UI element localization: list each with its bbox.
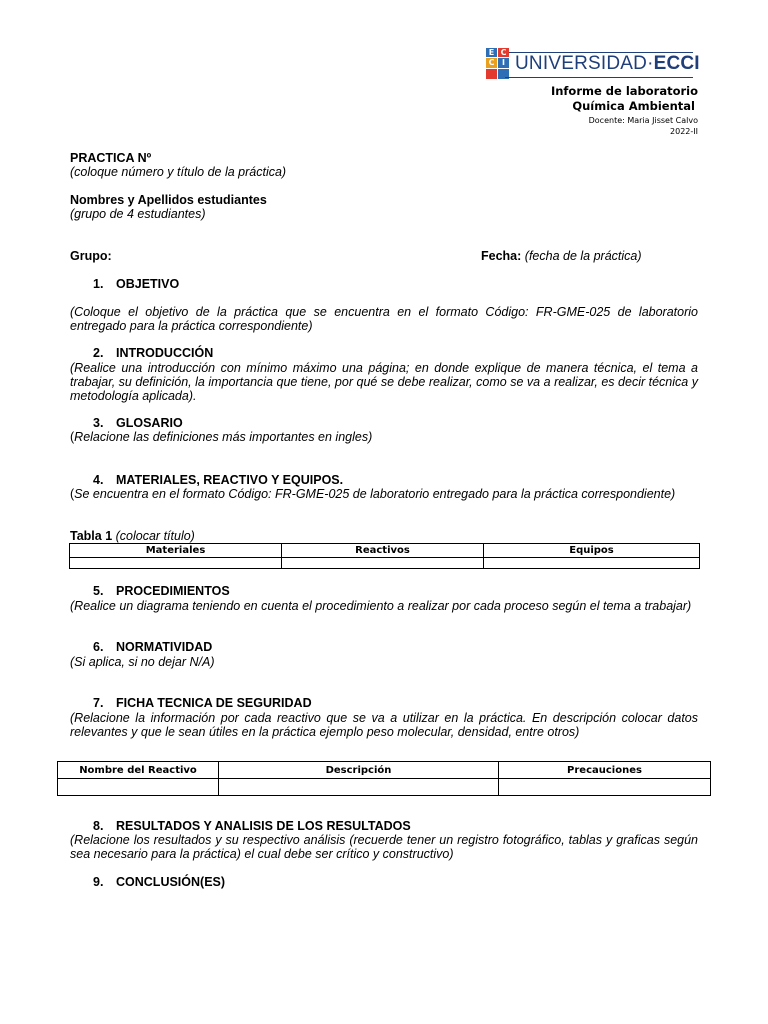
university-logo: [486, 47, 700, 79]
section-title: GLOSARIO: [116, 416, 183, 430]
report-title: Informe de laboratorio: [550, 84, 698, 98]
table-cell[interactable]: [58, 779, 219, 796]
date-label: Fecha:: [481, 249, 522, 263]
section-7-text: (Relacione la información por cada reactivo que se va a utilizar en la práctica. En descripción colocar datos relevantes y que le sean útiles en la práctica ejemplo peso molecular, densidad, entre otros): [70, 711, 698, 739]
safety-table: [57, 761, 711, 796]
section-7-heading: [93, 696, 312, 710]
students-label: Nombres y Apellidos estudiantes: [70, 193, 267, 207]
table-header-materials: Materiales: [70, 544, 282, 558]
materials-table: [69, 543, 700, 569]
table1-hint: (colocar título): [115, 529, 195, 543]
logo-letter-c1: C: [498, 48, 509, 57]
section-5-text: (Realice un diagrama teniendo en cuenta el procedimiento a realizar por cada proceso según el tema a trabajar): [70, 599, 692, 613]
section-number: 5.: [93, 584, 104, 598]
table-header-row: [70, 544, 700, 558]
table-header-equipment: Equipos: [484, 544, 700, 558]
section-number: 4.: [93, 473, 104, 487]
practice-label: PRACTICA Nº: [70, 151, 152, 165]
paren: (: [70, 487, 75, 501]
teacher-name: Docente: Maria Jisset Calvo: [588, 116, 698, 125]
table-row: [58, 779, 711, 796]
table-header-reagent-name: Nombre del Reactivo: [58, 762, 219, 779]
section-4-hint: Se encuentra en el formato Código: FR-GME-025 de laboratorio entregado para la práctica correspondiente): [74, 487, 676, 501]
section-4-text: [70, 487, 675, 501]
section-number: 2.: [93, 346, 104, 360]
paren: (: [70, 430, 75, 444]
logo-word-universidad: UNIVERSIDAD: [515, 52, 648, 74]
section-title: NORMATIVIDAD: [116, 640, 213, 654]
table-cell[interactable]: [219, 779, 499, 796]
section-title: INTRODUCCIÓN: [116, 346, 214, 360]
students-hint: (grupo de 4 estudiantes): [70, 207, 206, 221]
date-hint: (fecha de la práctica): [524, 249, 642, 263]
report-subject: Química Ambiental: [572, 99, 695, 113]
table-cell[interactable]: [484, 558, 700, 569]
section-4-heading: [93, 473, 343, 487]
logo-word-ecci: ECCI: [653, 52, 700, 74]
logo-dot: ·: [647, 52, 654, 74]
section-3-text: [70, 430, 372, 444]
logo-accent-1: [486, 69, 497, 79]
section-1-text: (Coloque el objetivo de la práctica que se encuentra en el formato Código: FR-GME-025 de laboratorio entregado para la práctica correspondiente): [70, 305, 698, 333]
section-3-hint: Relacione las definiciones más importantes en ingles): [74, 430, 373, 444]
section-title: MATERIALES, REACTIVO Y EQUIPOS.: [116, 473, 344, 487]
logo-mark: [486, 48, 509, 79]
section-6-text: (Si aplica, si no dejar N/A): [70, 655, 215, 669]
academic-period: 2022-II: [670, 127, 698, 136]
section-6-heading: [93, 640, 212, 654]
section-title: CONCLUSIÓN(ES): [116, 875, 226, 889]
section-2-text: (Realice una introducción con mínimo máximo una página; en donde explique de manera técnica, el tema a trabajar, su definición, la importancia que tiene, por qué se debe realizar, como se va a realizar, es decir técnica y metodología aplicada).: [70, 361, 698, 403]
section-5-heading: [93, 584, 230, 598]
section-9-heading: [93, 875, 225, 889]
section-8-text: (Relacione los resultados y su respectivo análisis (recuerde tener un registro fotográfico, tablas y graficas según sea necesario para la práctica) el cual debe ser crítico y constructivo): [70, 833, 698, 861]
section-number: 6.: [93, 640, 104, 654]
section-8-heading: [93, 819, 411, 833]
section-title: FICHA TECNICA DE SEGURIDAD: [116, 696, 312, 710]
table-cell[interactable]: [282, 558, 484, 569]
table-header-row: [58, 762, 711, 779]
section-title: OBJETIVO: [116, 277, 180, 291]
section-number: 8.: [93, 819, 104, 833]
logo-letter-c2: C: [486, 58, 497, 68]
section-1-heading: [93, 277, 179, 291]
section-2-heading: [93, 346, 213, 360]
table-header-description: Descripción: [219, 762, 499, 779]
section-number: 9.: [93, 875, 104, 889]
table-header-reagents: Reactivos: [282, 544, 484, 558]
section-title: RESULTADOS Y ANALISIS DE LOS RESULTADOS: [116, 819, 411, 833]
table-header-precautions: Precauciones: [499, 762, 711, 779]
table-cell[interactable]: [70, 558, 282, 569]
section-3-heading: [93, 416, 183, 430]
logo-rule-bottom: [505, 77, 693, 78]
date-field: [481, 249, 642, 263]
logo-letter-i: I: [498, 58, 509, 68]
practice-hint: (coloque número y título de la práctica): [70, 165, 287, 179]
section-number: 7.: [93, 696, 104, 710]
table1-label: Tabla 1: [70, 529, 113, 543]
group-label: Grupo:: [70, 249, 112, 263]
table-row: [70, 558, 700, 569]
logo-wordmark: [515, 54, 700, 73]
section-title: PROCEDIMIENTOS: [116, 584, 230, 598]
table1-caption: [70, 529, 195, 543]
logo-letter-e: E: [486, 48, 497, 57]
section-number: 1.: [93, 277, 104, 291]
section-number: 3.: [93, 416, 104, 430]
table-cell[interactable]: [499, 779, 711, 796]
